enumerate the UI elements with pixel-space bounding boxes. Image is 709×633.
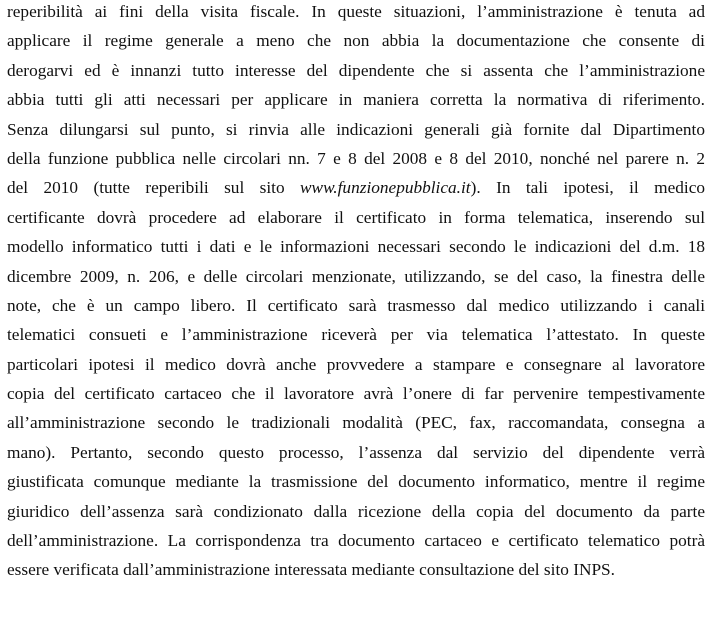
text-line-1: reperibilità ai fini della visita fiscale. In queste situazioni, l’amministrazione è tenuta ad (7, 2, 705, 21)
text-line-12: telematici consueti e l’amministrazione riceverà per via telematica l’attestato. In queste (7, 325, 705, 345)
text-line-20: essere verificata dall’amministrazione interessata mediante consultazione del sito INPS. (7, 560, 615, 580)
text-line-10: dicembre 2009, n. 206, e delle circolari menzionate, utilizzando, se del caso, la finestra delle (7, 266, 705, 286)
text-line-4: abbia tutti gli atti necessari per applicare in maniera corretta la normativa di riferimento. (7, 90, 705, 110)
text-line-7-after: ). In tali ipotesi, il medico (470, 178, 705, 198)
text-line-3: derogarvi ed è innanzi tutto interesse del dipendente che si assenta che l’amministrazione (7, 60, 705, 80)
text-line-17: giustificata comunque mediante la trasmissione del documento informatico, mentre il regime (7, 472, 705, 492)
text-line-16: mano). Pertanto, secondo questo processo, l’assenza dal servizio del dipendente verrà (7, 442, 705, 462)
text-line-6: della funzione pubblica nelle circolari nn. 7 e 8 del 2008 e 8 del 2010, nonché nel parere n. 2 (7, 148, 705, 168)
website-link: www.funzionepubblica.it (300, 178, 471, 198)
text-line-7 (7, 173, 705, 202)
body-paragraph (7, 0, 705, 585)
text-line-7-before: del 2010 (tutte reperibili sul sito (7, 178, 301, 198)
text-line-9: modello informatico tutti i dati e le informazioni necessari secondo le indicazioni del d.m. 18 (7, 237, 705, 257)
text-line-14: copia del certificato cartaceo che il lavoratore avrà l’onere di far pervenire tempestivamente (7, 384, 705, 404)
text-line-5: Senza dilungarsi sul punto, si rinvia alle indicazioni generali già fornite dal Dipartimento (7, 119, 705, 139)
text-line-8: certificante dovrà procedere ad elaborare il certificato in forma telematica, inserendo sul (7, 207, 705, 227)
text-line-15: all’amministrazione secondo le tradizionali modalità (PEC, fax, raccomandata, consegna a (7, 413, 705, 433)
text-line-11: note, che è un campo libero. Il certificato sarà trasmesso dal medico utilizzando i canali (7, 295, 705, 315)
text-line-13: particolari ipotesi il medico dovrà anche provvedere a stampare e consegnare al lavoratore (7, 354, 705, 374)
text-line-2: applicare il regime generale a meno che non abbia la documentazione che consente di (7, 31, 705, 51)
text-line-18: giuridico dell’assenza sarà condizionato dalla ricezione della copia del documento da parte (7, 501, 705, 521)
text-line-19: dell’amministrazione. La corrispondenza tra documento cartaceo e certificato telematico potrà (7, 531, 705, 551)
